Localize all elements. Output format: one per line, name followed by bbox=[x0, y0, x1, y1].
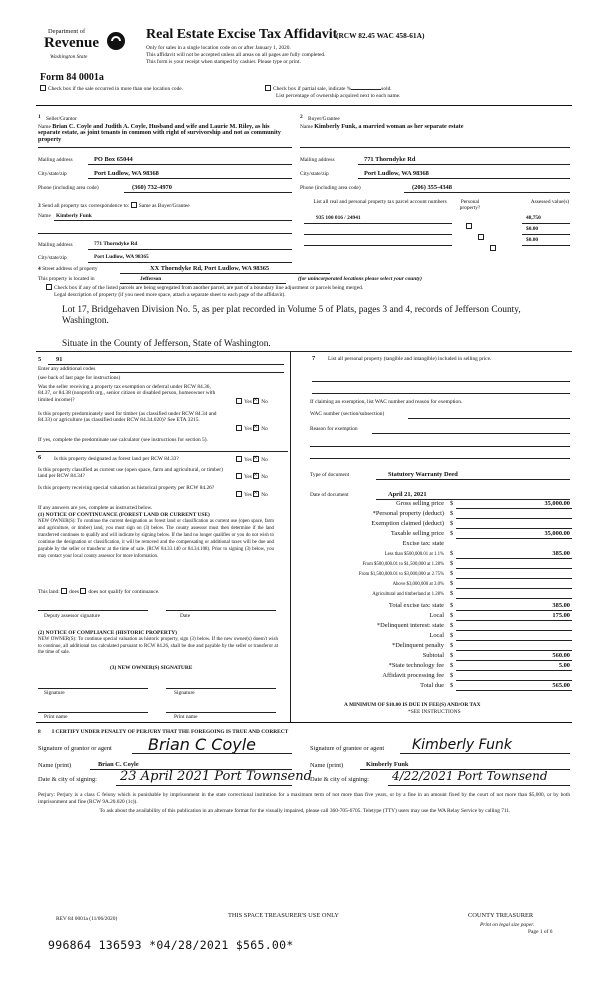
dor-logo-line2: Revenue bbox=[44, 35, 99, 51]
doc-date[interactable]: April 21, 2021 bbox=[388, 491, 427, 498]
calc-value[interactable]: 35,000.00 bbox=[544, 500, 570, 507]
buyer-name-block bbox=[300, 124, 570, 130]
calc-label: From $500,000.01 to $1,500,000 at 1.28% bbox=[362, 562, 444, 567]
form-number: Form 84 0001a bbox=[40, 72, 104, 83]
form-statute: (RCW 82.45 WAC 458-61A) bbox=[336, 31, 425, 40]
minimum-fee-note: A MINIMUM OF $10.00 IS DUE IN FEE(S) AND/OR TAX bbox=[344, 702, 481, 708]
land-does-label: does bbox=[69, 589, 79, 595]
notice2-title: (2) NOTICE OF COMPLIANCE (HISTORIC PROPERTY) bbox=[38, 630, 177, 636]
no-label: No bbox=[261, 426, 268, 432]
seller-mail[interactable]: PO Box 65044 bbox=[94, 156, 133, 163]
no-label: No bbox=[261, 492, 268, 498]
correspondence-name[interactable]: Kimberly Funk bbox=[56, 213, 92, 219]
street-address[interactable]: XX Thorndyke Rd, Port Ludlow, WA 98365 bbox=[150, 265, 270, 272]
sec6-if-yes: If any answers are yes, complete as instructed below. bbox=[38, 505, 153, 511]
owner-print-name-2: Print name bbox=[174, 714, 198, 720]
grantee-sig-label: Signature of grantee or agent bbox=[310, 745, 385, 752]
assessed-value-2[interactable]: $0.00 bbox=[526, 226, 539, 232]
legal-paper-note: Print on legal size paper. bbox=[480, 922, 535, 928]
sec5-q1-yes[interactable] bbox=[236, 398, 242, 404]
yes-label: Yes bbox=[244, 457, 252, 463]
calc-label: From $1,500,000.01 to $3,000,000 at 2.75% bbox=[358, 572, 444, 577]
doc-type[interactable]: Statutory Warranty Deed bbox=[388, 471, 458, 478]
grantor-sig-label: Signature of grantor or agent bbox=[38, 745, 112, 752]
buyer-city[interactable]: Port Ludlow, WA 98368 bbox=[364, 170, 429, 177]
notice1-title: (1) NOTICE OF CONTINUANCE (FOREST LAND OR CURRENT USE) bbox=[38, 512, 210, 518]
seller-city-label: City/state/zip bbox=[38, 171, 67, 177]
sec5-q1-answer[interactable] bbox=[236, 398, 268, 405]
revision-number: REV 84 0001a (11/06/2020) bbox=[56, 916, 118, 922]
personal-property-checkbox-1[interactable] bbox=[466, 223, 472, 229]
reason-label: Reason for exemption bbox=[310, 426, 358, 432]
dor-seal-icon bbox=[106, 31, 126, 51]
notice2-body: NEW OWNER(S): To continue special valuation as historic property, sign (3) below. If the new owner(s) doesn't wish to continue, all additional tax calculated pursuant to RCW 84.26, shall be due and payable by the seller or transferor at the time of sale. bbox=[38, 637, 278, 656]
no-label: No bbox=[261, 399, 268, 405]
owner-signature-label-2: Signature bbox=[174, 690, 195, 696]
doc-date-label: Date of document bbox=[310, 492, 349, 498]
sec5-q1-no[interactable] bbox=[253, 398, 259, 404]
calc-label: Subtotal bbox=[422, 652, 444, 659]
land-qualify-row bbox=[38, 588, 159, 595]
street-label: Street address of property bbox=[42, 266, 98, 272]
calc-label: Affidavit processing fee bbox=[382, 672, 444, 679]
seller-phone[interactable]: (360) 732-4970 bbox=[132, 184, 172, 191]
calc-label: *Personal property (deduct) bbox=[372, 510, 444, 517]
personal-property-checkbox-3[interactable] bbox=[490, 245, 496, 251]
grantor-name-label: Name (print) bbox=[38, 762, 72, 769]
buyer-phone-label: Phone (including area code) bbox=[300, 185, 361, 191]
grantor-date[interactable]: 23 April 2021 Port Townsend bbox=[120, 769, 312, 784]
yes-label: Yes bbox=[244, 474, 252, 480]
sec6-q3-yes[interactable] bbox=[236, 491, 242, 497]
land-label: This land: bbox=[38, 589, 60, 595]
assessed-value-1[interactable]: 48,750 bbox=[526, 215, 541, 221]
deputy-date-label: Date bbox=[180, 613, 191, 619]
grantee-signature[interactable]: Kimberly Funk bbox=[412, 737, 512, 753]
sec7-num: 7 bbox=[312, 355, 316, 362]
sec6-q2: Is this property classified as current use (open space, farm and agricultural, or timber) land per RCW 84.34? bbox=[38, 467, 223, 480]
sec5-q2-yes[interactable] bbox=[236, 425, 242, 431]
grantee-name[interactable]: Kimberly Funk bbox=[366, 761, 409, 768]
certify-statement: I CERTIFY UNDER PENALTY OF PERJURY THAT THE FOREGOING IS TRUE AND CORRECT bbox=[52, 729, 289, 735]
calc-value[interactable]: 560.00 bbox=[552, 652, 570, 659]
legal-situate[interactable]: Situate in the County of Jefferson, State of Washington. bbox=[62, 339, 271, 349]
calc-value[interactable]: 35,000.00 bbox=[544, 530, 570, 537]
page-number: Page 1 of 6 bbox=[528, 929, 553, 935]
correspondence-mail[interactable]: 771 Thorndyke Rd bbox=[94, 241, 138, 247]
partial-list-note: List percentage of ownership acquired next to each name. bbox=[276, 93, 401, 99]
calc-label: Exemption claimed (deduct) bbox=[371, 520, 444, 527]
grantor-date-label: Date & city of signing: bbox=[38, 776, 97, 783]
form-note-3: This form is your receipt when stamped by cashier. Please type or print. bbox=[146, 59, 301, 65]
calc-label: Less than $500,000.01 at 1.1% bbox=[384, 552, 444, 557]
calc-label: Agricultural and timberland at 1.28% bbox=[372, 592, 444, 597]
parcel-row[interactable] bbox=[316, 215, 361, 221]
sec7-label: List all personal property (tangible and intangible) included in selling price. bbox=[328, 356, 492, 362]
assessed-value-col-header: Assessed value(s) bbox=[530, 199, 570, 205]
seller-name-block bbox=[38, 124, 292, 143]
perjury-notice: Perjury: Perjury is a class C felony which is punishable by imprisonment in the state correctional institution for a maximum term of not more than five years, or by a fine in an amount fixed by the court of not more than $5,000, or by both imprisonment and fine (RCW 9A.20.020 (1c)). bbox=[38, 792, 570, 805]
calc-value[interactable]: 5.00 bbox=[558, 662, 570, 669]
notice3-title: (3) NEW OWNER(S) SIGNATURE bbox=[110, 665, 193, 671]
seller-num: 1 bbox=[38, 114, 41, 120]
calc-value[interactable]: 565.00 bbox=[552, 682, 570, 689]
treasurer-space-label: THIS SPACE TREASURER'S USE ONLY bbox=[228, 912, 339, 919]
sec6-q2-no[interactable] bbox=[253, 473, 259, 479]
calc-label: *Delinquent penalty bbox=[392, 642, 444, 649]
legal-description[interactable]: Lot 17, Bridgehaven Division No. 5, as per plat recorded in Volume 5 of Plats, pages 3 and 4, records of Jefferson County, Washington. bbox=[62, 305, 521, 326]
correspondence-label: Send all property tax correspondence to: bbox=[42, 203, 130, 209]
calc-label: Total excise tax: state bbox=[388, 602, 444, 609]
grantor-signature[interactable]: Brian C Coyle bbox=[148, 735, 257, 754]
correspondence-city[interactable]: Port Ludlow, WA 98365 bbox=[94, 254, 149, 260]
see-instructions: *SEE INSTRUCTIONS bbox=[408, 709, 461, 715]
seller-phone-label: Phone (including area code) bbox=[38, 185, 99, 191]
same-as-buyer-label: Same as Buyer/Grantee bbox=[138, 203, 190, 209]
correspondence-row bbox=[38, 202, 190, 209]
buyer-name[interactable]: Kimberly Funk, a married woman as her separate estate bbox=[314, 123, 464, 130]
dor-logo-line1: Department of bbox=[48, 28, 86, 35]
buyer-heading: Buyer/Grantee bbox=[308, 116, 340, 122]
accessibility-notice: To ask about the availability of this publication in an alternate format for the visually impaired, please call 360-705-6705. Teletype (TTY) users may use the WA Relay Service by calling 711. bbox=[99, 808, 511, 814]
calc-value[interactable]: 385.00 bbox=[552, 602, 570, 609]
location-code[interactable]: 91 bbox=[56, 356, 63, 363]
sec5-q2: Is this property predominately used for timber (as classified under RCW 84.34 and 84.33) or agriculture (as classified under RCW 84.34.020)? See ETA 3215. bbox=[38, 411, 217, 424]
sec6-q2-yes[interactable] bbox=[236, 473, 242, 479]
sec5-q1: Was the seller receiving a property tax exemption or deferral under RCW 84.36, 84.37, or 84.38 (nonprofit org., senior citizen or disabled person, homeowner with limited income)? bbox=[38, 384, 216, 403]
no-label: No bbox=[261, 474, 268, 480]
land-does-not-label: does not qualify for continuance. bbox=[88, 589, 160, 595]
form-note-2: This affidavit will not be accepted unless all areas on all pages are fully completed. bbox=[146, 52, 326, 58]
buyer-name-label: Name bbox=[300, 124, 313, 130]
land-does-not-checkbox[interactable] bbox=[80, 588, 86, 594]
yes-label: Yes bbox=[244, 426, 252, 432]
owner-signature-label-1: Signature bbox=[44, 690, 65, 696]
located-in-value[interactable]: Jefferson bbox=[140, 276, 162, 282]
multi-location-check[interactable] bbox=[40, 85, 183, 92]
segregated-check[interactable] bbox=[46, 284, 566, 291]
doc-type-label: Type of document bbox=[310, 472, 350, 478]
sec6-q1-no[interactable] bbox=[253, 456, 259, 462]
seller-heading: Seller/Grantor bbox=[46, 116, 77, 122]
grantee-date-label: Date & city of signing: bbox=[310, 776, 369, 783]
yes-label: Yes bbox=[244, 399, 252, 405]
land-does-checkbox[interactable] bbox=[61, 588, 67, 594]
buyer-city-label: City/state/zip bbox=[300, 171, 329, 177]
sec5-q2-no[interactable] bbox=[253, 425, 259, 431]
receipt-stamp: 996864 136593 *04/28/2021 $565.00* bbox=[48, 938, 294, 952]
partial-sale-check[interactable] bbox=[265, 85, 392, 92]
partial-sold-label: sold. bbox=[381, 86, 392, 92]
parcel-number[interactable]: 935 100 016 / 24941 bbox=[316, 215, 361, 221]
sec6-q3-answer[interactable] bbox=[236, 491, 268, 498]
sec8-num: 8 bbox=[38, 729, 41, 735]
property-num: 4 bbox=[38, 266, 41, 272]
sec5-q2b: If yes, complete the predominate use calculator (see instructions for section 5). bbox=[38, 437, 208, 443]
buyer-mail-label: Mailing address bbox=[300, 157, 335, 163]
seller-name-label: Name bbox=[38, 124, 51, 130]
dor-logo bbox=[40, 27, 128, 67]
calc-label: Total due bbox=[420, 682, 444, 689]
calc-value[interactable]: 385.00 bbox=[552, 550, 570, 557]
sec6-q2-answer[interactable] bbox=[236, 473, 268, 480]
exemption-label: If claiming an exemption, list WAC number and reason for exemption. bbox=[310, 399, 463, 405]
dor-logo-line3: Washington State bbox=[50, 54, 88, 60]
multi-location-label: Check box if the sale occurred in more than one location code. bbox=[48, 86, 184, 92]
notice1-body: NEW OWNER(S): To continue the current designation as forest land or classification as current use (open space, farm and agriculture, or timber) land, you must sign on (3) below. The county assessor must then determine if the land transferred continues to qualify and will indicate by signing below. If the land no longer qualifies or you do not wish to continue the designation or classification, it will be removed and the compensating or additional taxes will be due and payable by the seller or transferor at the time of sale. (RCW 84.33.140 or 84.34.108). Prior to signing (3) below, you may contact your local county assessor for more information. bbox=[38, 519, 274, 559]
yes-label: Yes bbox=[244, 492, 252, 498]
correspondence-num: 3 bbox=[38, 203, 41, 209]
calc-label: Above $3,000,000 at 3.0% bbox=[392, 582, 444, 587]
legal-desc-label: Legal description of property (if you need more space, attach a separate sheet to each page of the affidavit). bbox=[54, 292, 286, 298]
seller-mail-label: Mailing address bbox=[38, 157, 73, 163]
buyer-mail[interactable]: 771 Thorndyke Rd bbox=[364, 156, 416, 163]
buyer-num: 2 bbox=[300, 114, 303, 120]
sec6-q3: Is this property receiving special valuation as historical property per RCW 84.26? bbox=[38, 485, 215, 491]
sec6-q1-answer[interactable] bbox=[236, 456, 268, 463]
multi-location-checkbox[interactable] bbox=[40, 85, 46, 91]
sec6-q3-no[interactable] bbox=[253, 491, 259, 497]
assessed-value-3[interactable]: $0.00 bbox=[526, 237, 539, 243]
segregated-label: Check box if any of the listed parcels are being segregated from another parcel, are part of a boundary line adjustment or parcels being merged. bbox=[54, 285, 364, 291]
codes-instructions: (see back of last page for instructions) bbox=[38, 375, 121, 381]
personal-property-checkbox-2[interactable] bbox=[478, 234, 484, 240]
correspondence-city-label: City/state/zip bbox=[38, 255, 67, 261]
sec6-q1: Is this property designated as forest land per RCW 84.33? bbox=[54, 456, 179, 462]
calc-label: Excise tax: state bbox=[402, 540, 444, 547]
calc-label: *Delinquent interest: state bbox=[376, 622, 444, 629]
grantee-date[interactable]: 4/22/2021 Port Townsend bbox=[392, 769, 548, 783]
calc-label: Local bbox=[429, 612, 444, 619]
seller-name[interactable]: Brian C. Coyle and Judith A. Coyle, Husband and wife and Laurie M. Riley, as his separate estate, as joint tenants in common with right of survivorship and not as community property bbox=[38, 123, 281, 143]
correspondence-mail-label: Mailing address bbox=[38, 242, 73, 248]
deputy-signature-label: Deputy assessor signature bbox=[44, 613, 100, 619]
form-note-1: Only for sales in a single location code on or after January 1, 2020. bbox=[146, 45, 291, 51]
personal-property-col-header: Personal property? bbox=[459, 199, 481, 212]
tax-calculation: Gross selling price 35,000.00 *Personal property (deduct) Exemption claimed (deduct) Taxable selling price 35,000.00 Excise tax: state Less than $500,000.01 at 1.1% 385.00 From $500,000.01 to $1,500,000 at 1.28% From $1,500,000.01 to $3,000,000 at 2.75% Above $3,000,000 at 3.0% Agricultural and timberland at 1.28% Total excise tax: state 385.00 Local 175.00 *Delinquent interest: state Local *Delinquent penalty Subtotal 560.00 *State technology fee 5.00 Affidavit processing fee Total due 565.00 $ $ $ $ $ $ $ $ $ $ $ $ $ $ $ $ $ $ bbox=[358, 500, 570, 689]
calc-label: *State technology fee bbox=[388, 662, 444, 669]
partial-sale-checkbox[interactable] bbox=[265, 85, 271, 91]
grantee-name-label: Name (print) bbox=[310, 762, 344, 769]
parcels-col-header: List all real and personal property tax parcel account numbers bbox=[313, 199, 447, 205]
no-label: No bbox=[261, 457, 268, 463]
correspondence-name-label: Name bbox=[38, 213, 51, 219]
sec5-num: 5 bbox=[38, 356, 42, 363]
partial-sale-label: Check box if partial sale, indicate % bbox=[273, 86, 352, 92]
calc-label: Taxable selling price bbox=[390, 530, 444, 537]
calc-label: Gross selling price bbox=[396, 500, 444, 507]
wac-label: WAC number (section/subsection) bbox=[310, 411, 385, 417]
sec6-q1-yes[interactable] bbox=[236, 456, 242, 462]
additional-codes-label: Enter any additional codes bbox=[38, 366, 96, 372]
sec5-q2-answer[interactable] bbox=[236, 425, 268, 432]
segregated-checkbox[interactable] bbox=[46, 284, 52, 290]
property-row bbox=[38, 266, 98, 272]
calc-label: Local bbox=[429, 632, 444, 639]
located-in-label: This property is located in bbox=[38, 276, 95, 282]
sec6-num: 6 bbox=[38, 454, 42, 461]
county-treasurer-label: COUNTY TREASURER bbox=[468, 912, 534, 919]
same-as-buyer-checkbox[interactable] bbox=[131, 202, 137, 208]
grantor-name[interactable]: Brian C. Coyle bbox=[98, 761, 139, 768]
seller-city[interactable]: Port Ludlow, WA 98368 bbox=[94, 170, 159, 177]
calc-value[interactable]: 175.00 bbox=[552, 612, 570, 619]
buyer-phone[interactable]: (206) 355-4348 bbox=[412, 184, 452, 191]
form-title: Real Estate Excise Tax Affidavit bbox=[146, 27, 338, 42]
located-in-note: (for unincorporated locations please select your county) bbox=[298, 276, 422, 282]
owner-print-name-1: Print name bbox=[44, 714, 68, 720]
